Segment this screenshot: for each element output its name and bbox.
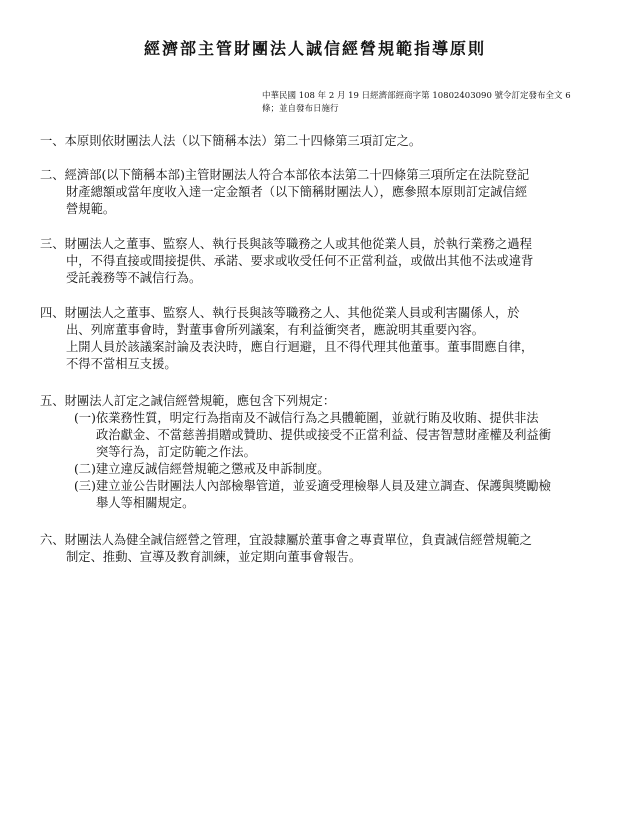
article-line: 制定、推動、宣導及教育訓練，並定期向董事會報告。 bbox=[66, 550, 362, 564]
article-line: 上開人員於該議案討論及表決時，應自行迴避，且不得代理其他董事。董事間應自律， bbox=[66, 340, 534, 354]
article-1 bbox=[40, 133, 590, 150]
sub-item-line: 政治獻金、不當慈善捐贈或贊助、提供或接受不正當利益、侵害智慧財產權及利益衝 bbox=[96, 428, 551, 442]
article-line: 不得不當相互支援。 bbox=[66, 357, 177, 371]
article-6 bbox=[40, 532, 590, 566]
document-meta bbox=[262, 90, 571, 116]
article-3 bbox=[40, 236, 590, 287]
article-line: 財產總額或當年度收入達一定金額者（以下簡稱財團法人），應參照本原則訂定誠信經 bbox=[66, 185, 528, 199]
article-line: 中，不得直接或間接提供、承諾、要求或收受任何不正當利益，或做出其他不法或違背 bbox=[66, 254, 534, 268]
meta-line: 條；並自發布日施行 bbox=[262, 104, 339, 114]
article-line: 出、列席董事會時，對董事會所列議案，有利益衝突者，應說明其重要內容。 bbox=[66, 323, 485, 337]
article-line: 一、本原則依財團法人法（以下簡稱本法）第二十四條第三項訂定之。 bbox=[40, 134, 422, 148]
article-line: 四、財團法人之董事、監察人、執行長與該等職務之人、其他從業人員或利害關係人，於 bbox=[40, 306, 520, 320]
article-5 bbox=[40, 393, 590, 512]
article-2 bbox=[40, 167, 590, 218]
sub-item: (一)依業務性質，明定行為指南及不誠信行為之具體範圍，並就行賄及收賄、提供非法 bbox=[74, 411, 539, 425]
meta-line: 中華民國 108 年 2 月 19 日經濟部經商字第 10802403090 號令訂定發布全文 6 bbox=[262, 91, 571, 101]
sub-item-line: 突等行為，訂定防範之作法。 bbox=[96, 445, 256, 459]
article-line: 六、財團法人為健全誠信經營之管理，宜設隸屬於董事會之專責單位，負責誠信經營規範之 bbox=[40, 533, 532, 547]
article-line: 三、財團法人之董事、監察人、執行長與該等職務之人或其他從業人員，於執行業務之過程 bbox=[40, 237, 532, 251]
sub-item: (二)建立違反誠信經營規範之懲戒及申訴制度。 bbox=[74, 462, 330, 476]
sub-item-line: 舉人等相關規定。 bbox=[96, 496, 195, 510]
article-line: 二、經濟部(以下簡稱本部)主管財團法人符合本部依本法第二十四條第三項所定在法院登記 bbox=[40, 168, 530, 182]
sub-item: (三)建立並公告財團法人內部檢舉管道，並妥適受理檢舉人員及建立調查、保護與獎勵檢 bbox=[74, 479, 551, 493]
article-4 bbox=[40, 305, 590, 373]
article-line: 受託義務等不誠信行為。 bbox=[66, 271, 202, 285]
article-line: 營規範。 bbox=[66, 202, 116, 216]
article-line: 五、財團法人訂定之誠信經營規範，應包含下列規定： bbox=[40, 394, 336, 408]
document-title: 經濟部主管財團法人誠信經營規範指導原則 bbox=[143, 39, 486, 58]
